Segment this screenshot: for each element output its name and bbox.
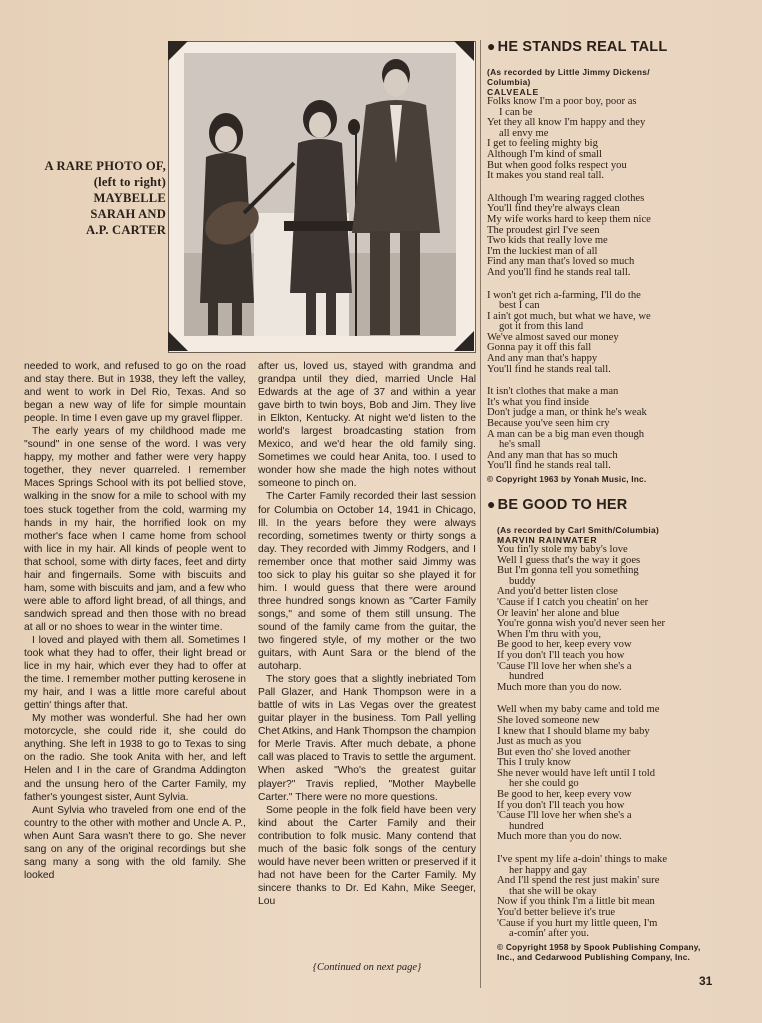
carter-family-photo [184, 53, 456, 336]
bullet-icon: ● [487, 38, 496, 54]
bullet-icon: ● [487, 496, 496, 512]
lyric-line: hundred [509, 671, 544, 683]
lyric-line: When I'm thru with you, [497, 628, 602, 640]
song-be-good-to-her [487, 496, 709, 963]
continued-note: {Continued on next page} [312, 962, 422, 973]
lyric-line: You'll find he stands real tall. [487, 460, 611, 472]
lyric-line: My wife works hard to keep them nice [487, 213, 651, 225]
copyright-notice: © Copyright 1963 by Yonah Music, Inc. [487, 474, 647, 484]
article-paragraph: I loved and played with them all. Sometimes I took what they had to offer, their light bread or lice in my hair, which ever they had to offer at the time. I remember mother putting kerosene in my hair, and I was a little more careful about gettin' things after that. [24, 634, 246, 712]
lyric-stanza [487, 855, 709, 940]
song-title [487, 496, 709, 513]
lyric-line: Yet they all know I'm happy and they [487, 117, 646, 129]
lyric-line: I've spent my life a-doin' things to make [497, 854, 668, 866]
lyric-line: Because you've seen him cry [487, 418, 610, 430]
lyric-line: hundred [509, 820, 544, 832]
lyric-line: 'Cause if I catch you cheatin' on her [497, 596, 649, 608]
article-paragraph: The Carter Family recorded their last session for Columbia on October 14, 1941 in Chicago, Ill. In the years before they were always recording, sometimes twenty or thirty songs a day. They recorded with Jimmy Rodgers, and I remember once that mother said Jimmy was too sick to play his guitar so she played it for him. I would guess that there were around three hundred songs known as "Carter Family songs," and some of them still unsung. The sound of the family came from the guitar, the two fingered style, of my mother or the two guitars, with Aunt Sara or the blend of the autoharp. [258, 491, 476, 673]
lyric-line: best I can [499, 300, 540, 312]
caption-line-2: (left to right) [93, 175, 166, 189]
lyric-line: You're gonna wish you'd never seen her [497, 618, 666, 630]
photo-illustration [184, 53, 456, 336]
song-credit: (As recorded by Little Jimmy Dickens/ [487, 67, 650, 77]
lyric-line: Well when my baby came and told me [497, 704, 660, 716]
lyric-stanza [487, 387, 709, 472]
photo-caption [14, 158, 166, 238]
lyric-line: that she will be okay [509, 885, 597, 897]
lyric-line: We've almost saved our money [487, 331, 619, 343]
lyric-line: Or leavin' her alone and blue [497, 607, 620, 619]
lyric-line: Although I'm kind of small [487, 148, 602, 160]
article-paragraph: The early years of my childhood made me "sound" in one sense of the word. I was very happy, my mother and father were very happy together, they never quarreled. I remember Maces Springs School with its pot bellied stove, walking in the snow for a mile to school with my toes stuck together from the cold, warming my hands in my hair, the horrified look on my mother's face when I came home from school with lice in my hair. All kinds of people went to that school, some with dirty faces, feet and dirty hair and fingernails. Some with biscuits and ham, some with biscuits and jam, and a few who were able to afford light bread, of all things, and sandwich spread and then those with no bread at all or no shoes to wear in the winter time. [24, 426, 246, 633]
lyric-line: Two kids that really love me [487, 235, 608, 247]
article-paragraph: My mother was wonderful. She had her own motorcycle, she could ride it, she could do anything. She left in 1938 to go to Texas to sing on the radio. She took Anita with her, and left Helen and I in the care of Grandma Addington and the unsung hero of the Carter Family, my father's youngest sister, Aunt Sylvia. [24, 713, 246, 803]
lyric-line: Much more than you do now. [497, 831, 622, 843]
lyric-line: This I truly know [497, 757, 571, 769]
lyric-line: Don't judge a man, or think he's weak [487, 407, 647, 419]
article-paragraph: after us, loved us, stayed with grandma and grandpa until they died, married Uncle Hal Edwards at the age of 37 and within a year gave birth to twin boys, Bob and Jim. They live in Elkton, Kentucky. At night we'd listen to the world's largest broadcasting station from Mexico, and we'd hear the old family sing. Sometimes we could hear Anita, too. I used to wonder how she made the high notes without someone to pinch on. [258, 361, 476, 490]
lyric-line: I ain't got much, but what we have, we [487, 310, 651, 322]
lyric-line: If you don't I'll teach you how [497, 649, 625, 661]
song-credit: (As recorded by Carl Smith/Columbia) [497, 525, 660, 535]
lyric-line: I can be [499, 106, 533, 118]
lyric-line: A man can be a big man even though [487, 428, 645, 440]
lyric-line: Well I guess that's the way it goes [497, 554, 641, 566]
lyric-line: You'll find they're always clean [487, 203, 620, 215]
lyric-stanza [487, 705, 709, 843]
lyric-line: And any man that has so much [487, 449, 618, 461]
caption-line-4: SARAH AND [90, 207, 166, 221]
lyric-line: And I'll spend the rest just makin' sure [497, 875, 660, 887]
article-paragraph: Some people in the folk field have been very kind about the Carter Family and their contribution to folk music. Many contend that much of the basic folk songs of the century would have never been written or preserved if it had not have been for the Carter Family. My sincere thanks to Dr. Ed Kahn, Mike Seeger, Lou [258, 804, 476, 907]
copyright-notice: © Copyright 1958 by Spook Publishing Company, Inc., and Cedarwood Publishing Company, Inc. [497, 941, 701, 963]
lyric-line: 'Cause I'll love her when she's a [497, 660, 632, 672]
lyric-line: You'll find he stands real tall. [487, 363, 611, 375]
lyric-line: buddy [509, 575, 536, 587]
article-paragraph: The story goes that a slightly inebriated Tom Pall Glazer, and Hank Thompson were in a battle of wits in Las Vegas over the greatest guitar player in the business. Tom Pall yelling Chet Atkins, and Hank Thompson the champion for Merle Travis. After much debate, a phone call was placed to Travis to settle the argument. When asked "Who's the greatest guitar player?" Travis replied, "Mother Maybelle Carter." There were no more questions. [258, 674, 476, 803]
caption-line-1: A RARE PHOTO OF, [44, 159, 166, 173]
lyric-line: It isn't clothes that make a man [487, 386, 619, 398]
song-writer: MARVIN RAINWATER [497, 535, 598, 545]
lyric-line: all envy me [499, 127, 549, 139]
lyric-line: a-comin' after you. [509, 928, 589, 940]
lyric-line: her happy and gay [509, 864, 587, 876]
lyric-line: Find any man that's loved so much [487, 256, 635, 268]
lyric-line: And any man that's happy [487, 353, 598, 365]
lyric-line: But I'm gonna tell you something [497, 565, 639, 577]
lyric-line: Be good to her, keep every vow [497, 789, 632, 801]
song-title-text: HE STANDS REAL TALL [497, 39, 668, 55]
lyric-line: If you don't I'll teach you how [497, 799, 625, 811]
song-he-stands-real-tall [487, 38, 709, 485]
song-writer: CALVEALE [487, 87, 540, 97]
page-number: 31 [699, 974, 713, 988]
lyric-line: And you'll find he stands real tall. [487, 266, 631, 278]
lyric-stanza [487, 545, 709, 693]
lyric-line: Although I'm wearing ragged clothes [487, 192, 645, 204]
lyric-line: It's what you find inside [487, 396, 589, 408]
article-column-1 [24, 360, 246, 882]
caption-line-3: MAYBELLE [93, 191, 166, 205]
lyric-line: Just as much as you [497, 736, 582, 748]
song-title [487, 38, 709, 55]
lyric-line: Folks know I'm a poor boy, poor as [487, 96, 637, 107]
lyric-line: But even tho' she loved another [497, 746, 631, 758]
lyric-line: You fin'ly stole my baby's love [497, 544, 628, 555]
lyric-line: Gonna pay it off this fall [487, 342, 592, 354]
lyric-line: It makes you stand real tall. [487, 170, 605, 182]
column-divider [480, 40, 481, 988]
lyric-line: Be good to her, keep every vow [497, 639, 632, 651]
article-column-2 [258, 360, 476, 908]
lyric-line: I knew that I should blame my baby [497, 725, 650, 737]
song-title-text: BE GOOD TO HER [497, 497, 628, 513]
lyric-line: I won't get rich a-farming, I'll do the [487, 289, 641, 301]
lyric-line: Much more than you do now. [497, 681, 622, 693]
article-paragraph: needed to work, and refused to go on the road and stay there. But in 1938, they left the valley, and went to work in Del Rio, Texas. And so began a new way of life for simple mountain people. In time I even gave up my gravel flipper. [24, 361, 246, 425]
lyric-stanza [487, 291, 709, 376]
lyric-line: got it from this land [499, 321, 584, 333]
lyric-stanza [487, 194, 709, 279]
lyric-line: I get to feeling mighty big [487, 138, 598, 150]
lyric-line: 'Cause I'll love her when she's a [497, 810, 632, 822]
lyric-line: he's small [499, 439, 541, 451]
lyric-line: And you'd better listen close [497, 586, 618, 598]
caption-line-5: A.P. CARTER [85, 223, 166, 237]
lyric-stanza [487, 97, 709, 182]
lyric-line: her she could go [509, 778, 579, 790]
song-credit: Columbia) [487, 77, 531, 87]
lyric-line: Now if you think I'm a little bit mean [497, 896, 655, 908]
lyric-line: I'm the luckiest man of all [487, 245, 598, 257]
lyric-line: She loved someone new [497, 714, 600, 726]
lyric-line: She never would have left until I told [497, 767, 655, 779]
article-paragraph: Aunt Sylvia who traveled from one end of the country to the other with mother and Uncle A. P., when Aunt Sara wasn't there to go. She never sang on any of the original recordings but she sang many a song with the old family. She looked [24, 804, 246, 881]
lyric-line: You'd better believe it's true [497, 907, 616, 918]
lyric-line: But when good folks respect you [487, 159, 627, 171]
lyric-line: 'Cause if you hurt my little queen, I'm [497, 917, 658, 929]
lyric-line: The proudest girl I've seen [487, 224, 600, 236]
